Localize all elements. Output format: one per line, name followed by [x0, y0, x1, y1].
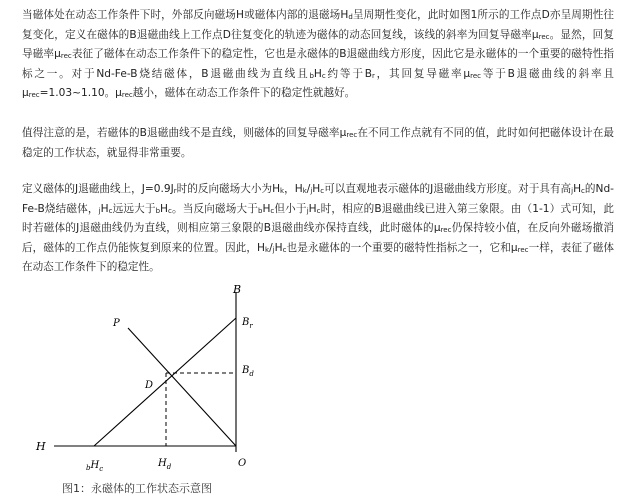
subscript: j	[306, 206, 309, 215]
subscript: rec	[470, 71, 482, 80]
subscript: c	[316, 206, 321, 215]
br-label: $B_r$	[242, 317, 253, 330]
paragraph-dynamic-condition: 当磁体处在动态工作条件下时，外部反向磁场H或磁体内部的退磁场$H_d$呈周期性变化，此时如图1所示的工作点D亦呈周期性往复变化，定义在磁体的B退磁曲线上工作点D往复变化的轨迹为磁体的动态回复线，该线的斜率为回复导磁率$\mu_{rec}$。显然，回复导磁率$\mu_{rec}$表征了磁体在动态工作条件下的稳定性，它也是永磁体的B退磁曲线方形度，因此它是永磁体的一个重要的磁特性指标之一。对于Nd-Fe-B烧结磁体，B退磁曲线为直线且$_bH_c$约等于$B_r$，其回复导磁率$\mu_{rec}$等于B退磁曲线的斜率且$\mu_{rec}=1.03\sim 1.10$。$\mu_{rec}$越小，磁体在动态工作条件下的稳定性就越好。	[22, 9, 614, 100]
subscript: rec	[121, 91, 133, 100]
bhc-label: $_bH_c$	[86, 460, 104, 473]
subscript: c	[108, 206, 113, 215]
subscript: j	[272, 245, 275, 254]
working-state-diagram	[0, 280, 632, 503]
subscript: b	[155, 206, 161, 215]
figure-caption: 图1：永磁体的工作状态示意图	[62, 482, 212, 495]
subscript: k	[280, 187, 285, 195]
subscript: c	[270, 206, 275, 215]
subscript: rec	[60, 52, 72, 61]
bd-label: $B_d$	[242, 365, 254, 378]
subscript: b	[309, 71, 314, 80]
subscript: k	[302, 187, 307, 195]
subscript: rec	[440, 226, 452, 235]
p-label: P	[113, 318, 120, 329]
subscript: rec	[517, 245, 529, 254]
d-label: D	[145, 380, 154, 391]
subscript: k	[265, 245, 270, 254]
subscript: rec	[538, 32, 550, 41]
subscript: c	[320, 187, 325, 195]
h-axis-label: H	[36, 440, 46, 453]
paragraph-nonlinear-note: 值得注意的是，若磁体的B退磁曲线不是直线，则磁体的回复导磁率$\mu_{rec}$在不同工作点就有不同的值，此时如何把磁体设计在最稳定的工作状态，就显得非常重要。	[22, 127, 614, 159]
demagnetization-line	[94, 318, 236, 446]
subscript: b	[258, 206, 263, 215]
origin-label: O	[238, 458, 247, 469]
subscript: rec	[28, 91, 40, 100]
subscript: c	[168, 206, 172, 215]
subscript: r	[173, 187, 177, 195]
subscript: rec	[346, 131, 358, 139]
subscript: c	[282, 245, 287, 254]
paragraph-squareness-definition: 定义磁体的J退磁曲线上，$J=0.9J_r$时的反向磁场大小为$H_k$，$H_k/_jH_c$可以直观地表示磁体的J退磁曲线方形度。对于具有高$_jH_c$的Nd-Fe-B烧结磁体，$_jH_c$远远大于$_bH_c$。当反向磁场大于$_bH_c$但小于$_jH_c$时，相应的B退磁曲线已进入第三象限。由（1-1）式可知，此时若磁体的J退磁曲线仍为直线，则相应第三象限的B退磁曲线亦保持直线，此时磁体的$\mu_{rec}$仍保持较小值，在反向外磁场撤消后，磁体的工作点仍能恢复到原来的位置。因此，$H_k/_jH_c$也是永磁体的一个重要的磁特性指标之一，它和$\mu_{rec}$一样，表征了磁体在动态工作条件下的稳定性。	[22, 183, 615, 274]
hd-label: $H_d$	[158, 458, 172, 471]
subscript: j	[98, 206, 101, 215]
subscript: c	[321, 71, 326, 80]
subscript: j	[310, 187, 313, 195]
subscript: r	[371, 71, 375, 80]
subscript: j	[571, 187, 574, 195]
subscript: c	[581, 187, 585, 195]
subscript: d	[348, 13, 353, 21]
b-axis-label: B	[233, 283, 242, 296]
